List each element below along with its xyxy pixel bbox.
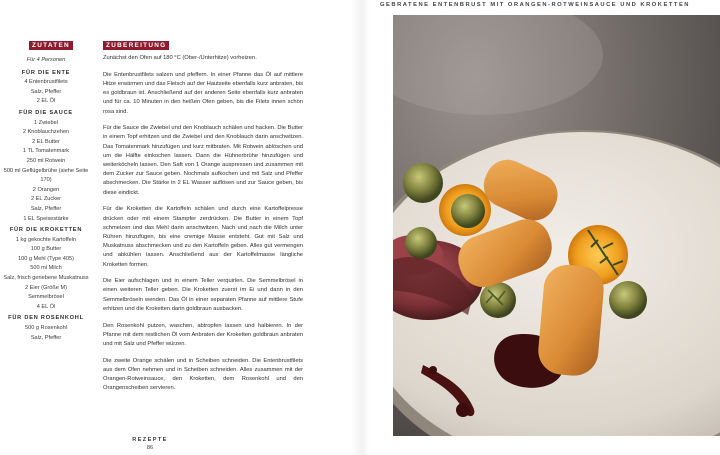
ingredient-item: 4 Entenbrustfilets	[24, 79, 68, 86]
ingredient-item: 4 EL Öl	[36, 303, 56, 310]
method-paragraph: Für die Sauce die Zwiebel und den Knoblauch schälen und hacken. Die Butter in einem Topf erhitzen und die Zwiebel und den Knoblauch darin anschwitzen. Das Tomatenmark hinzufügen und kurz mitbraten. Mit Rotwein ablöschen und um die Hälfte einkochen lassen. Dann die Hühnerbrühe hinzufügen und weiterköcheln lassen. Den Saft von 1 Orange auspressen und zusammen mit dem Zucker zur Sauce geben. Nochmals aufkochen und mit Salz und Pfeffer abschmecken. Die Stärke in 2 EL Wasser auflösen und zur Sauce geben, bis diese eindickt.	[103, 125, 303, 196]
method-paragraph: Die zweite Orange schälen und in Scheiben schneiden. Die Entenbrustfilets aus dem Ofen nehmen und in Scheiben schneiden. Alles zusammen mit der Orangen-Rotweinsauce, den Kroketten, dem Rosenkohl und den Orangenscheiben servieren.	[103, 357, 303, 392]
ingredient-item: 1 TL Tomatenmark	[22, 148, 70, 155]
ingredients-heading: ZUTATEN	[29, 41, 73, 50]
ingredient-item: 1 kg gekochte Kartoffeln	[15, 236, 77, 243]
ingredient-item: Salz, Pfeffer	[30, 205, 62, 212]
footer-section: REZEPTE	[132, 437, 168, 443]
ingredient-item: 500 g Rosenkohl	[25, 325, 67, 332]
ingredients-list	[0, 56, 92, 345]
dish-illustration	[393, 15, 720, 436]
ingredient-group	[0, 109, 92, 224]
method-paragraph: Den Rosenkohl putzen, waschen, abtropfen lassen und halbieren. In der Pfanne mit dem restlichen Öl vom Anbraten der Kroketten goldbraun anbraten und mit Salz und Pfeffer würzen.	[103, 322, 303, 347]
ingredient-group-title: FÜR DIE SAUCE	[19, 109, 73, 116]
ingredient-group	[0, 226, 92, 312]
ingredient-item: Salz, Pfeffer	[30, 334, 62, 341]
ingredient-item: 100 g Mehl (Type 405)	[18, 255, 74, 262]
method-paragraph: Die Eier aufschlagen und in einem Teller verquirlen. Die Semmelbrösel in einen weiteren Teller geben. Die Kroketten zuerst im Ei und dann in den Semmelbröseln wenden. Das Öl in einer separaten Pfanne auf mittlere Stufe erhitzen und die Kroketten darin goldbraun ausbacken.	[103, 278, 303, 312]
method-paragraph: Für die Kroketten die Kartoffeln schälen und durch eine Kartoffelpresse drücken oder mit einem Stampfer zerdrücken. Die Butter in einem Topf schmelzen und das Mehl darin anschwitzen. Nach und nach die Milch unter Rühren hinzufügen, bis eine cremige Masse entsteht. Gut mit Salz und Muskatnuss abschmecken und zu den Kartoffeln geben. Alles gut vermengen und abkühlen lassen. Anschließend aus der Kartoffelmasse längliche Kroketten formen.	[103, 206, 303, 268]
ingredient-item: 2 EL Butter	[32, 138, 60, 145]
ingredient-item: 100 g Butter	[30, 246, 62, 253]
ingredient-item: Salz, Pfeffer	[30, 88, 62, 95]
ingredient-item: 500 ml Geflügelbrühe (siehe Seite 170)	[3, 167, 89, 184]
ingredient-item: Salz, frisch geriebene Muskatnuss	[3, 275, 89, 282]
running-head: GEBRATENE ENTENBRUST MIT ORANGEN-ROTWEINSAUCE UND KROKETTEN	[380, 2, 690, 8]
ingredient-item: 2 Orangen	[32, 186, 60, 193]
dish-photo	[393, 15, 720, 436]
method-text	[103, 54, 303, 401]
ingredient-item: 2 Knoblauchzehen	[22, 129, 70, 136]
page-footer	[120, 437, 180, 451]
page-number: 86	[146, 445, 154, 451]
book-gutter	[350, 0, 370, 455]
ingredient-item: 2 EL Zucker	[31, 196, 61, 203]
method-paragraph: Die Entenbrustfilets salzen und pfeffern. In einer Pfanne das Öl auf mittlere Hitze erwärmen und das Fleisch auf der Hautseite ebenfalls kurz anbraten, bis es goldbraun ist. Anschließend auf der anderen Seite ebenfalls kurz anbraten und für ca. 10 Minuten in den heißen Ofen geben, bis die Filets innen schön rosa sind.	[103, 71, 303, 115]
ingredient-group-title: FÜR DEN ROSENKOHL	[8, 315, 84, 322]
ingredient-item: 1 Zwiebel	[34, 119, 58, 126]
ingredient-group	[0, 314, 92, 343]
ingredient-item: 2 EL Öl	[36, 98, 56, 105]
ingredient-item: 1 EL Speisestärke	[23, 215, 69, 222]
ingredient-item: 2 Eier (Größe M)	[25, 284, 67, 291]
ingredient-group-title: FÜR DIE KROKETTEN	[9, 227, 83, 234]
ingredient-item: 250 ml Rotwein	[26, 157, 66, 164]
method-heading: ZUBEREITUNG	[103, 41, 169, 50]
ingredient-group-title: FÜR DIE ENTE	[21, 69, 71, 76]
method-paragraph: Zunächst den Ofen auf 180 °C (Ober-/Unterhitze) vorheizen.	[103, 55, 257, 61]
ingredient-item: 500 ml Milch	[30, 265, 62, 272]
ingredient-item: Semmelbrösel	[28, 294, 64, 301]
servings: Für 4 Personen	[26, 57, 66, 63]
ingredient-group	[0, 69, 92, 107]
ingredient-groups	[0, 69, 92, 344]
